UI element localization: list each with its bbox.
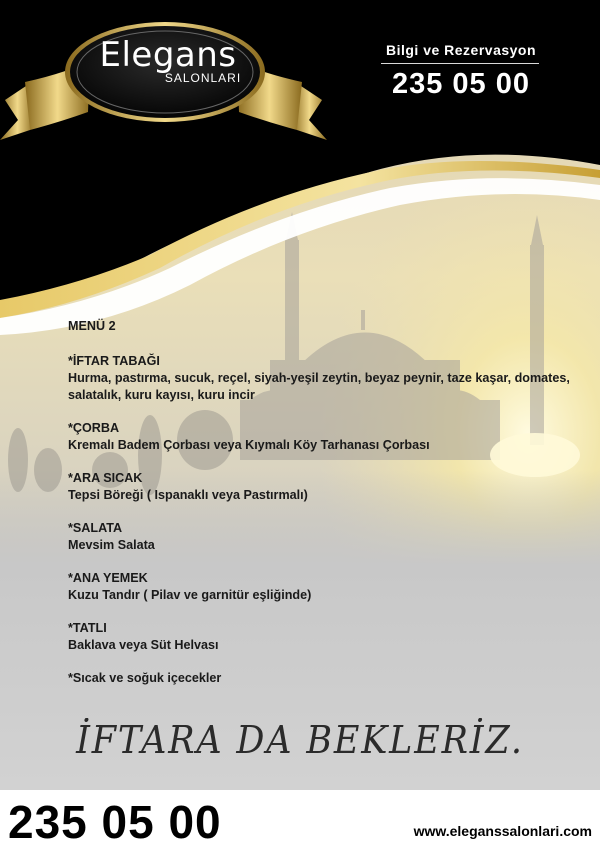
brand-subtitle: SALONLARI (164, 71, 242, 85)
section-heading: *İFTAR TABAĞI (68, 354, 160, 368)
brand-name: Elegans (99, 35, 237, 75)
menu-content (68, 318, 588, 687)
menu-section (68, 520, 588, 554)
menu-section (68, 620, 588, 654)
brand-logo (78, 36, 258, 85)
section-heading: *ANA YEMEK (68, 571, 148, 585)
section-items: Kremalı Badem Çorbası veya Kıymalı Köy Tarhanası Çorbası (68, 438, 430, 452)
header-divider (381, 63, 539, 64)
menu-section (68, 470, 588, 504)
section-items: Mevsim Salata (68, 538, 155, 552)
reservation-label: Bilgi ve Rezervasyon (385, 42, 537, 58)
section-items: Kuzu Tandır ( Pilav ve garnitür eşliğinde) (68, 588, 312, 602)
website-link[interactable]: www.eleganssalonlari.com (413, 823, 592, 839)
menu-section (68, 420, 588, 454)
footer-phone: 235 05 00 (8, 796, 222, 848)
section-items: Baklava veya Süt Helvası (68, 638, 219, 652)
menu-section (68, 353, 588, 404)
menu-section (68, 570, 588, 604)
drinks-note: *Sıcak ve soğuk içecekler (68, 671, 222, 685)
section-heading: *SALATA (68, 521, 123, 535)
menu-title: MENÜ 2 (68, 319, 116, 333)
section-items: Hurma, pastırma, sucuk, reçel, siyah-yeşil zeytin, beyaz peynir, taze kaşar, domates, salatalık, kuru kayısı, kuru incir (68, 371, 570, 402)
section-heading: *ARA SICAK (68, 471, 143, 485)
section-items: Tepsi Böreği ( Ispanaklı veya Pastırmalı) (68, 488, 308, 502)
tagline: İFTARA DA BEKLERİZ. (76, 718, 524, 762)
section-heading: *TATLI (68, 621, 107, 635)
section-heading: *ÇORBA (68, 421, 120, 435)
header-phone: 235 05 00 (391, 68, 530, 100)
